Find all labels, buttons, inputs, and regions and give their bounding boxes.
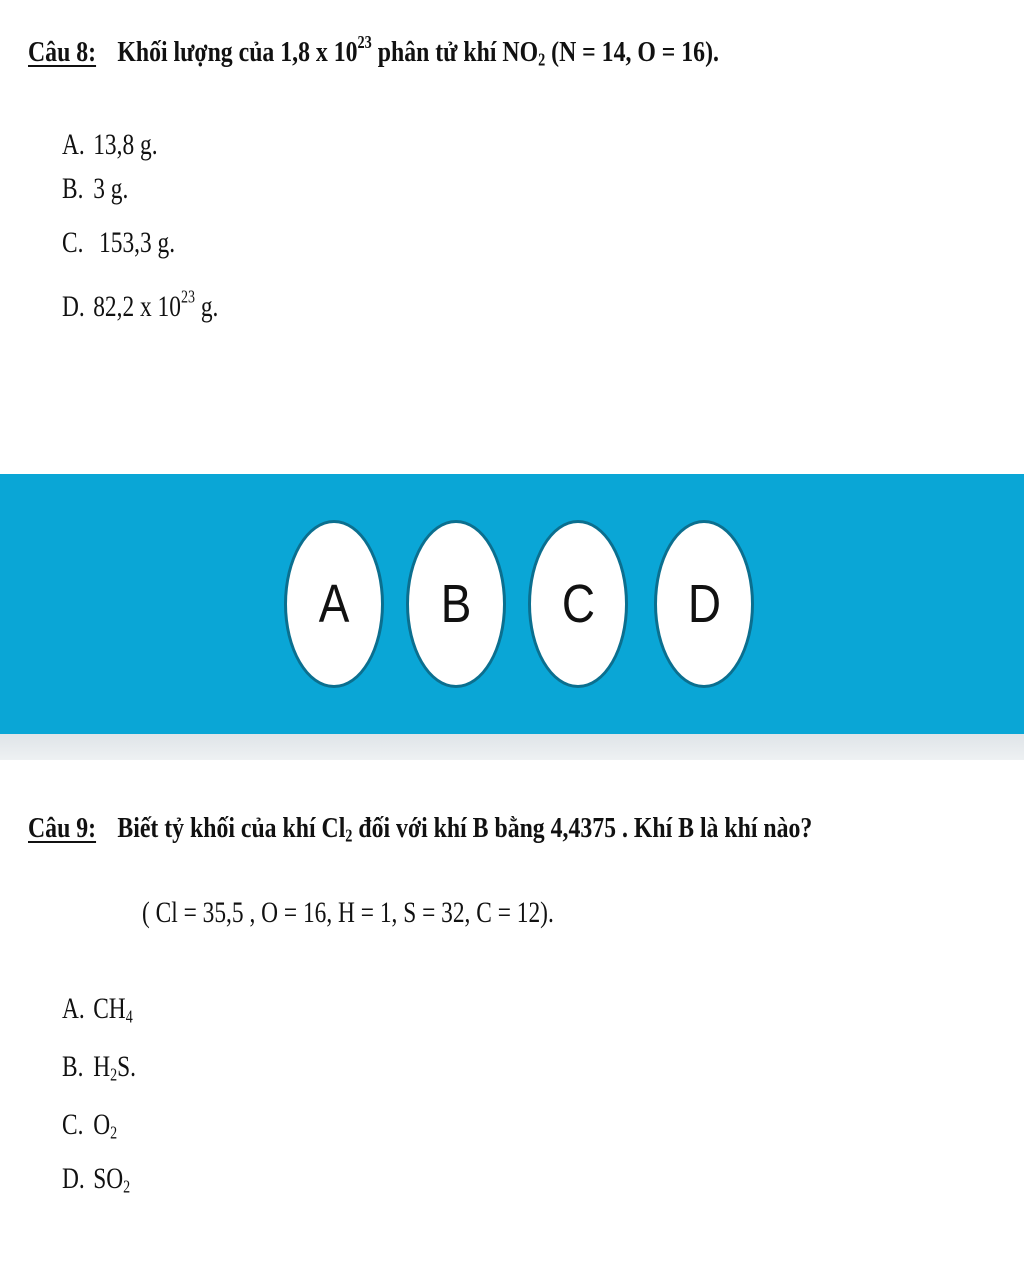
question-8-header xyxy=(28,31,719,70)
answer-button-b[interactable] xyxy=(406,520,506,688)
answer-button-c[interactable] xyxy=(528,520,628,688)
q8-option-d-letter: D. xyxy=(62,290,85,323)
q9-option-c xyxy=(62,1108,117,1142)
question-9-subscript: 2 xyxy=(345,825,353,846)
q8-option-c xyxy=(62,226,175,260)
q8-option-d-text: 82,2 x 10 xyxy=(93,290,181,323)
q9-option-a-subscript: 4 xyxy=(125,1006,133,1027)
q9-option-d-letter: D. xyxy=(62,1162,85,1195)
question-9-text-pre: Biết tỷ khối của khí Cl xyxy=(117,812,346,844)
q9-option-b-letter: B. xyxy=(62,1050,84,1083)
answer-button-b-label: B xyxy=(440,574,472,634)
q8-option-b xyxy=(62,172,128,206)
q9-option-b-text: H xyxy=(93,1050,111,1083)
question-8-exponent: 23 xyxy=(357,31,372,52)
q9-option-b-subscript: 2 xyxy=(110,1064,118,1085)
q8-option-c-letter: C. xyxy=(62,226,84,259)
q9-option-a-letter: A. xyxy=(62,992,85,1025)
answer-button-c-label: C xyxy=(561,574,595,634)
q9-option-c-subscript: 2 xyxy=(110,1122,118,1143)
q8-option-d-unit: g. xyxy=(194,290,219,323)
q9-option-c-text: O xyxy=(93,1108,111,1141)
q9-option-a xyxy=(62,992,133,1026)
question-8-subscript: 2 xyxy=(538,49,546,70)
answer-button-d-label: D xyxy=(687,574,721,634)
question-9-text-post: đối với khí B bằng 4,4375 . Khí B là khí nào? xyxy=(352,812,813,844)
q9-option-a-text: CH xyxy=(93,992,126,1025)
q8-option-d xyxy=(62,286,219,324)
q9-option-d xyxy=(62,1162,130,1196)
q8-option-a-letter: A. xyxy=(62,128,85,161)
q8-option-b-letter: B. xyxy=(62,172,84,205)
q9-option-b xyxy=(62,1050,136,1084)
q8-option-a-text: 13,8 g. xyxy=(93,128,158,161)
answer-button-a[interactable] xyxy=(284,520,384,688)
q9-option-c-letter: C. xyxy=(62,1108,84,1141)
q8-option-b-text: 3 g. xyxy=(93,172,129,205)
question-9-hint: ( Cl = 35,5 , O = 16, H = 1, S = 32, C = 12). xyxy=(142,896,554,929)
question-9-header xyxy=(28,812,812,845)
q8-option-d-exponent: 23 xyxy=(180,286,195,307)
question-8-text-mid: phân tử khí NO xyxy=(371,36,539,68)
question-8-text-pre: Khối lượng của 1,8 x 10 xyxy=(117,36,358,68)
q8-option-c-text: 153,3 g. xyxy=(93,226,176,259)
q9-option-d-subscript: 2 xyxy=(123,1176,131,1197)
q9-option-b-tail: S. xyxy=(117,1050,136,1083)
question-9-label: Câu 9: xyxy=(28,812,97,844)
answer-band xyxy=(0,474,1024,734)
answer-button-d[interactable] xyxy=(654,520,754,688)
q8-option-a xyxy=(62,128,158,162)
question-8-label: Câu 8: xyxy=(28,36,97,68)
answer-button-a-label: A xyxy=(318,574,350,634)
answer-band-shadow xyxy=(0,734,1024,760)
q9-option-d-text: SO xyxy=(93,1162,124,1195)
question-8-text-post: (N = 14, O = 16). xyxy=(545,36,719,68)
